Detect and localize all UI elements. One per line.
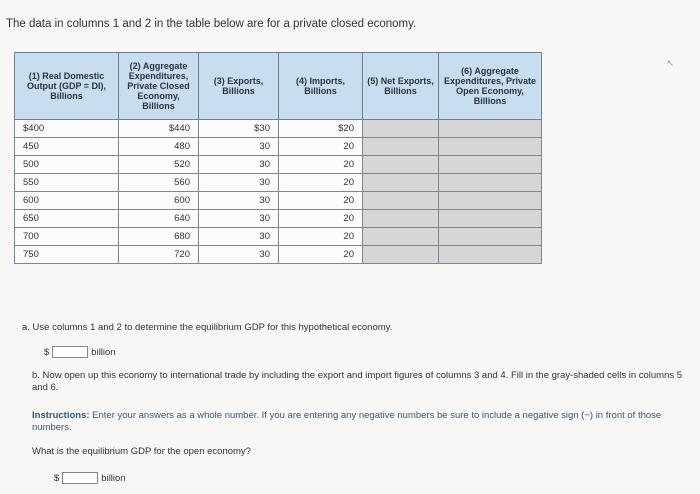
cell-imports: 20 — [279, 156, 363, 174]
cell-net-exports[interactable] — [363, 174, 439, 192]
question-a: a. Use columns 1 and 2 to determine the equilibrium GDP for this hypothetical economy. — [22, 322, 393, 333]
cell-exports: 30 — [199, 156, 279, 174]
cell-gdp: 550 — [15, 174, 119, 192]
header-aggregate-expenditures-open: (6) Aggregate Expenditures, Private Open Economy, Billions — [439, 53, 542, 120]
table-row — [15, 174, 542, 192]
cell-ae-closed: 520 — [119, 156, 199, 174]
answer-c-unit: billion — [101, 472, 126, 484]
cell-net-exports-input[interactable] — [363, 156, 438, 173]
instructions-text: Enter your answers as a whole number. If you are entering any negative numbers be sure to include a negative sign (−) in front of those numbers. — [32, 410, 662, 433]
header-real-domestic-output: (1) Real Domestic Output (GDP = DI), Billions — [15, 53, 119, 120]
data-table — [14, 52, 542, 264]
header-exports: (3) Exports, Billions — [199, 53, 279, 120]
cell-net-exports-input[interactable] — [363, 192, 438, 209]
instructions — [32, 410, 692, 434]
cell-ae-closed: 640 — [119, 210, 199, 228]
header-imports: (4) Imports, Billions — [279, 53, 363, 120]
cell-net-exports-input[interactable] — [363, 210, 438, 227]
cell-net-exports-input[interactable] — [363, 246, 438, 263]
cell-imports: 20 — [279, 210, 363, 228]
cell-imports: 20 — [279, 246, 363, 264]
cell-ae-closed: 720 — [119, 246, 199, 264]
cell-imports: 20 — [279, 228, 363, 246]
intro-text: The data in columns 1 and 2 in the table below are for a private closed economy. — [6, 18, 417, 30]
cell-exports: 30 — [199, 138, 279, 156]
instructions-label: Instructions: — [32, 410, 90, 421]
answer-c-row — [54, 472, 126, 484]
cell-ae-closed: 600 — [119, 192, 199, 210]
cell-ae-open[interactable] — [439, 120, 542, 138]
cell-ae-closed: 480 — [119, 138, 199, 156]
cell-gdp: 650 — [15, 210, 119, 228]
answer-a-row — [44, 346, 116, 358]
cell-ae-closed: $440 — [119, 120, 199, 138]
cell-ae-open[interactable] — [439, 138, 542, 156]
header-net-exports: (5) Net Exports, Billions — [363, 53, 439, 120]
cell-ae-open[interactable] — [439, 246, 542, 264]
cell-ae-open[interactable] — [439, 192, 542, 210]
cell-net-exports-input[interactable] — [363, 228, 438, 245]
cell-exports: 30 — [199, 210, 279, 228]
cell-net-exports[interactable] — [363, 192, 439, 210]
cell-ae-open-input[interactable] — [439, 192, 541, 209]
cell-ae-open-input[interactable] — [439, 174, 541, 191]
cell-net-exports[interactable] — [363, 120, 439, 138]
question-c: What is the equilibrium GDP for the open economy? — [32, 446, 251, 457]
answer-a-currency: $ — [44, 346, 50, 358]
table-row — [15, 156, 542, 174]
cell-ae-open-input[interactable] — [439, 246, 541, 263]
cell-ae-open[interactable] — [439, 210, 542, 228]
header-aggregate-expenditures-closed: (2) Aggregate Expenditures, Private Closed Economy, Billions — [119, 53, 199, 120]
cell-net-exports-input[interactable] — [363, 120, 438, 137]
cell-ae-closed: 560 — [119, 174, 199, 192]
cell-net-exports-input[interactable] — [363, 138, 438, 155]
cell-gdp: 750 — [15, 246, 119, 264]
cell-net-exports[interactable] — [363, 156, 439, 174]
cell-exports: 30 — [199, 192, 279, 210]
cell-ae-open-input[interactable] — [439, 138, 541, 155]
answer-a-unit: billion — [91, 346, 116, 358]
cell-ae-open[interactable] — [439, 174, 542, 192]
cell-ae-open-input[interactable] — [439, 210, 541, 227]
cell-net-exports[interactable] — [363, 210, 439, 228]
answer-a-input[interactable] — [52, 346, 88, 358]
cell-exports: $30 — [199, 120, 279, 138]
cell-ae-open[interactable] — [439, 156, 542, 174]
table-row — [15, 246, 542, 264]
table-row — [15, 192, 542, 210]
cell-imports: $20 — [279, 120, 363, 138]
cell-ae-open-input[interactable] — [439, 228, 541, 245]
cell-gdp: $400 — [15, 120, 119, 138]
table-row — [15, 120, 542, 138]
cell-gdp: 700 — [15, 228, 119, 246]
table-row — [15, 138, 542, 156]
cell-imports: 20 — [279, 138, 363, 156]
answer-c-input[interactable] — [62, 472, 98, 484]
cell-net-exports[interactable] — [363, 138, 439, 156]
table-row — [15, 228, 542, 246]
question-b: b. Now open up this economy to international trade by including the export and import figures of columns 3 and 4. Fill in the gray-shaded cells in columns 5 and 6. — [32, 370, 683, 393]
cell-gdp: 600 — [15, 192, 119, 210]
cell-net-exports-input[interactable] — [363, 174, 438, 191]
cell-exports: 30 — [199, 246, 279, 264]
cell-ae-open-input[interactable] — [439, 156, 541, 173]
cell-ae-open[interactable] — [439, 228, 542, 246]
cell-gdp: 500 — [15, 156, 119, 174]
cell-imports: 20 — [279, 192, 363, 210]
table-row — [15, 210, 542, 228]
cursor-icon: ↖ — [666, 58, 674, 68]
answer-c-currency: $ — [54, 472, 60, 484]
cell-net-exports[interactable] — [363, 228, 439, 246]
cell-imports: 20 — [279, 174, 363, 192]
cell-gdp: 450 — [15, 138, 119, 156]
cell-ae-open-input[interactable] — [439, 120, 541, 137]
cell-net-exports[interactable] — [363, 246, 439, 264]
cell-ae-closed: 680 — [119, 228, 199, 246]
cell-exports: 30 — [199, 228, 279, 246]
cell-exports: 30 — [199, 174, 279, 192]
table-body — [15, 120, 542, 264]
table-header-row — [15, 53, 542, 120]
